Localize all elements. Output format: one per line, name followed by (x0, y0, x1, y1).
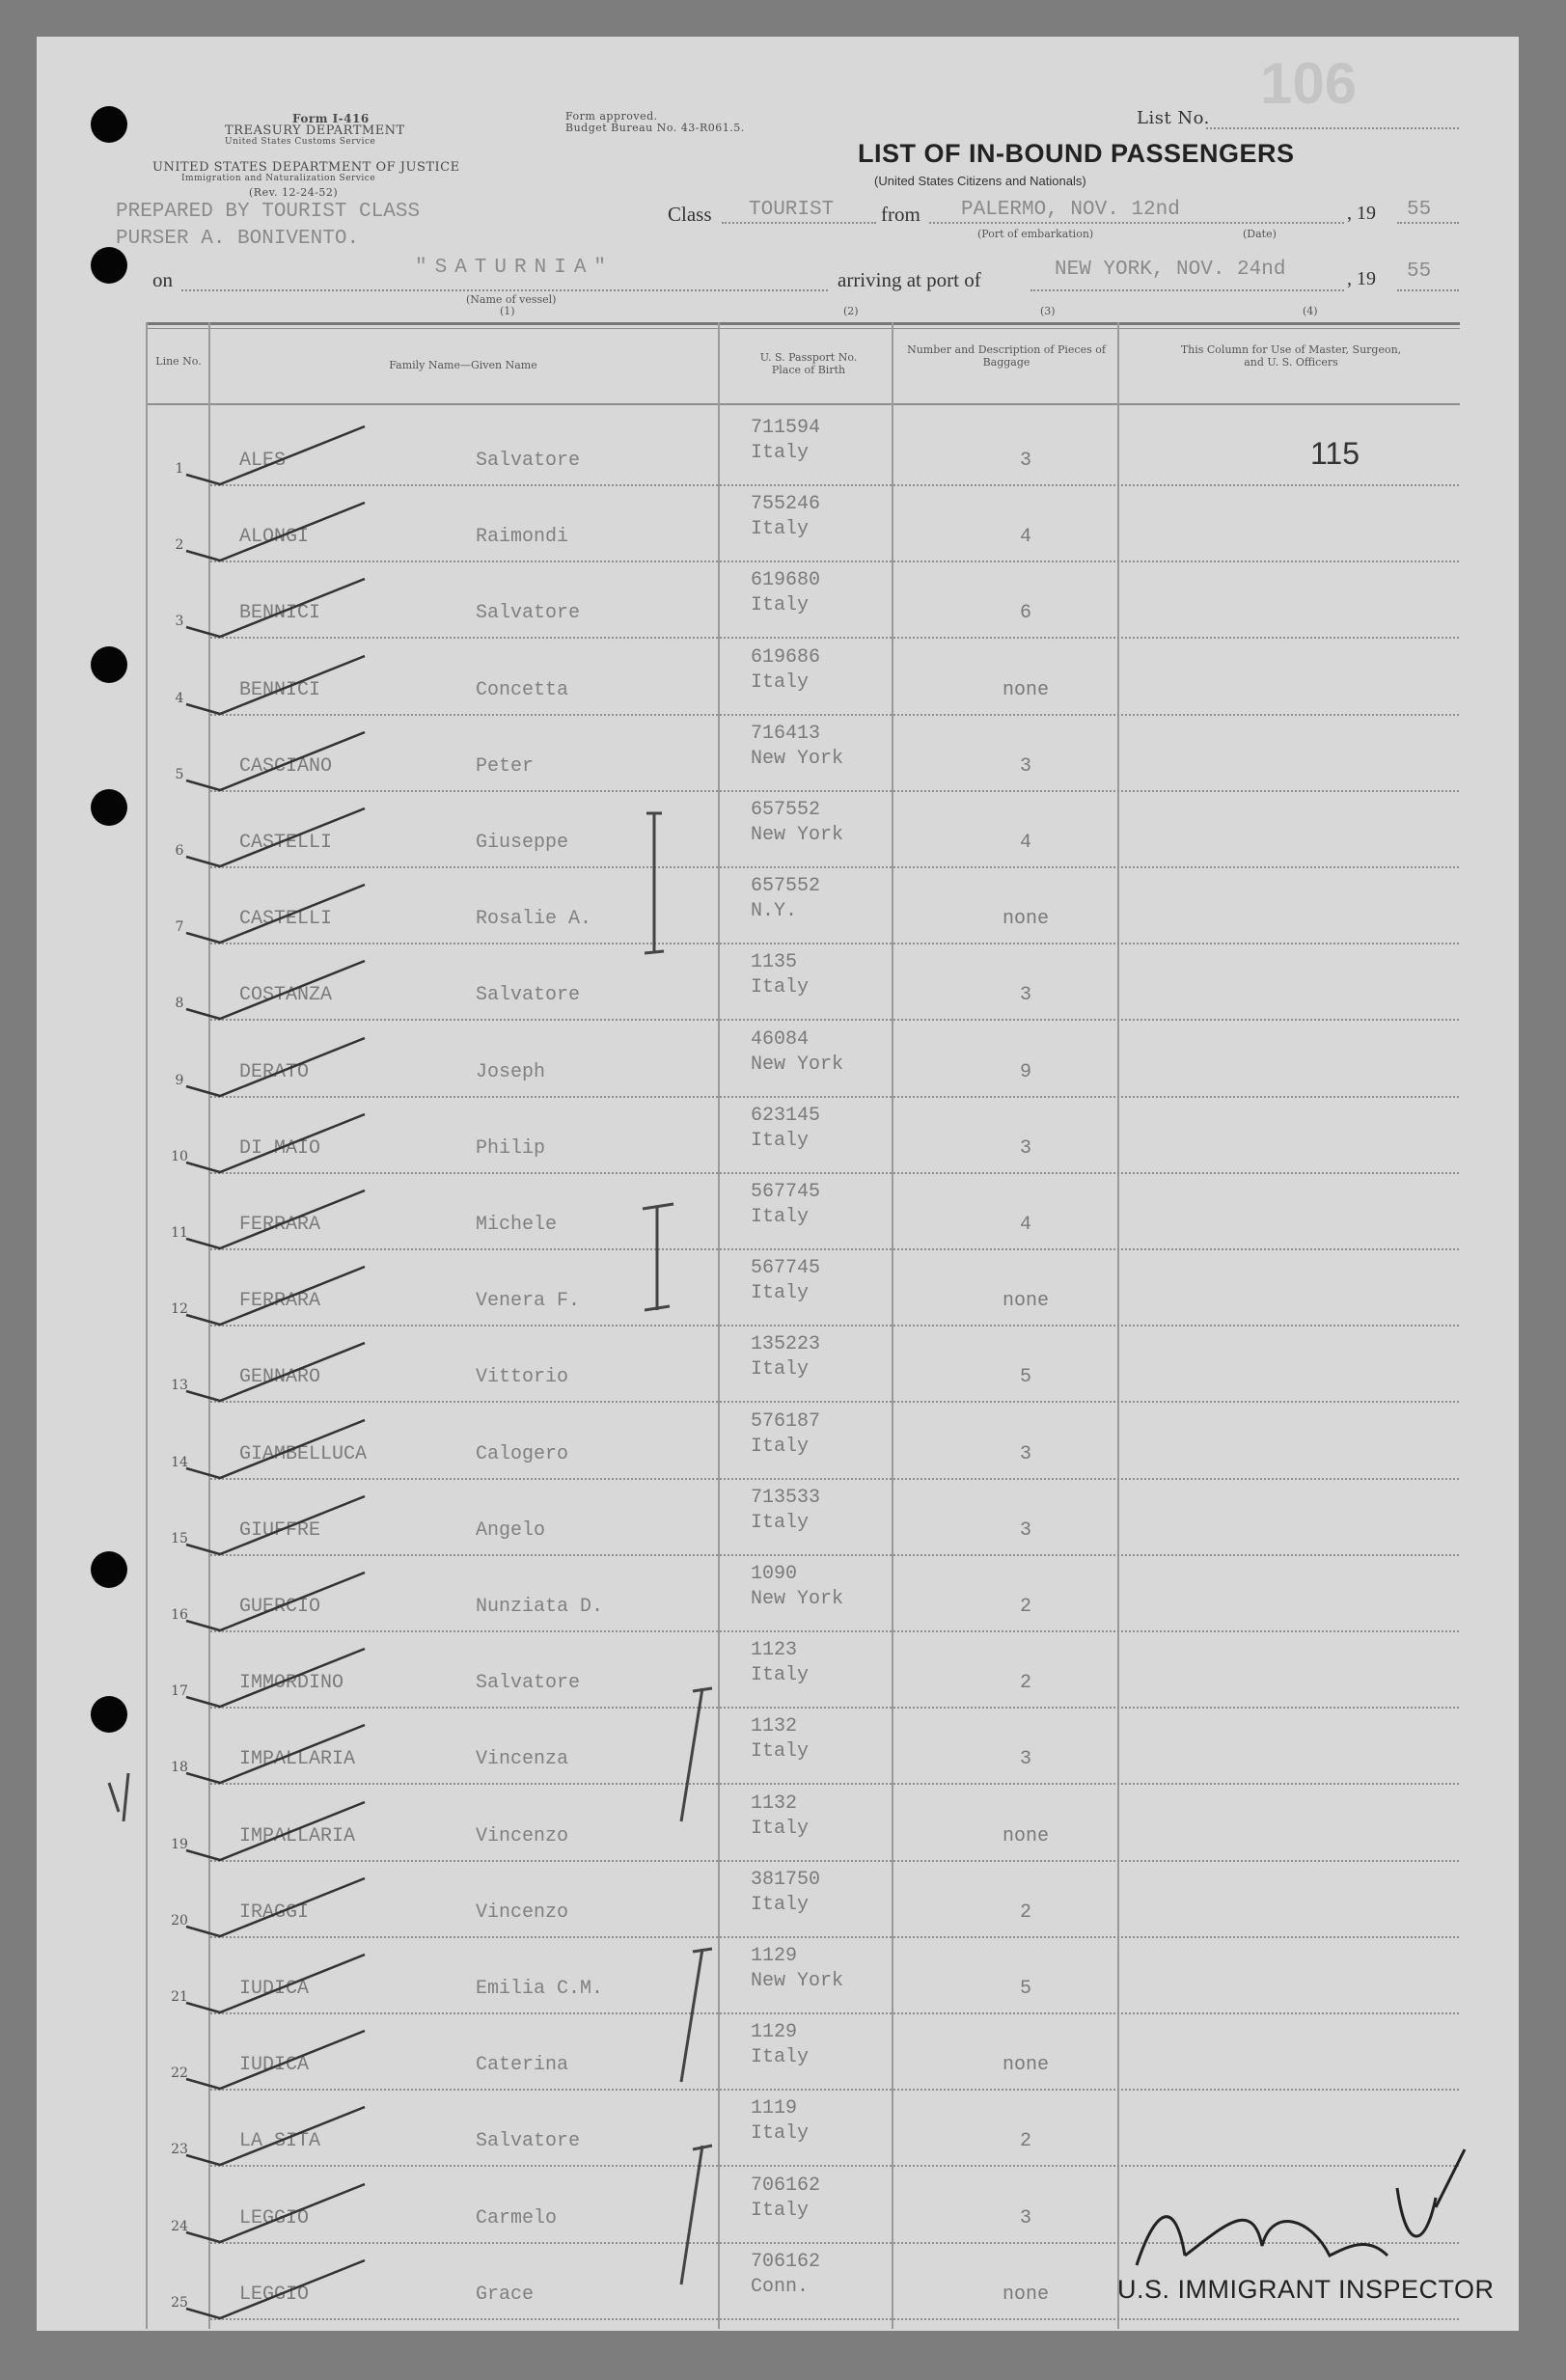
family-name: IUDICA (239, 1978, 310, 2000)
class-value: TOURIST (749, 199, 835, 221)
vessel-caption: (Name of vessel) (466, 293, 557, 306)
dept-treasury-sub: United States Customs Service (225, 137, 376, 147)
family-name: LEGGIO (239, 2283, 310, 2306)
inspector-stamp: U.S. IMMIGRANT INSPECTOR (1117, 2275, 1495, 2304)
form-number: Form I-416 (292, 112, 370, 125)
family-name: ALES (239, 450, 287, 472)
passport-number: 1090 (751, 1563, 798, 1585)
line-number: 1 (175, 461, 184, 477)
given-name: Michele (476, 1214, 558, 1236)
place-of-birth: New York (751, 747, 844, 770)
baggage-count: none (1002, 678, 1049, 701)
passport-number: 567745 (751, 1181, 821, 1203)
line-number: 25 (171, 2294, 188, 2311)
column-header-line: Line No. (155, 355, 202, 368)
family-name: GIUFFRE (239, 1518, 321, 1542)
baggage-count: none (1002, 1290, 1049, 1313)
passport-number: 1119 (751, 2097, 798, 2120)
vessel-name: "SATURNIA" (415, 257, 615, 279)
passport-number: 716413 (751, 722, 821, 745)
place-of-birth: Italy (751, 518, 810, 541)
place-of-birth: Italy (751, 1435, 810, 1458)
line-number: 5 (175, 766, 184, 782)
passport-number: 46084 (751, 1027, 810, 1051)
given-name: Venera F. (476, 1290, 581, 1313)
column-ref-1: (1) (500, 305, 515, 317)
line-number: 10 (171, 1148, 188, 1164)
column-header-passport: U. S. Passport No. Place of Birth (759, 351, 858, 376)
dept-justice-sub: Immigration and Naturalization Service (181, 174, 376, 183)
column-header-baggage: Number and Description of Pieces of Baggage (907, 343, 1106, 369)
given-name: Salvatore (476, 2130, 581, 2153)
line-number: 16 (171, 1607, 188, 1623)
place-of-birth: New York (751, 1588, 844, 1610)
given-name: Grace (476, 2283, 535, 2306)
family-name: IMPALLARIA (239, 1748, 356, 1771)
year-prefix-2: , 19 (1347, 268, 1376, 289)
line-number: 21 (171, 1989, 188, 2005)
given-name: Salvatore (476, 602, 581, 625)
baggage-count: 3 (1019, 2206, 1031, 2230)
class-label: Class (668, 203, 712, 226)
passport-number: 706162 (751, 2174, 821, 2197)
passport-number: 1129 (751, 2021, 798, 2044)
purser-name: PURSER A. BONIVENTO. (116, 228, 360, 250)
passport-number: 576187 (751, 1409, 821, 1433)
place-of-birth: N.Y. (751, 900, 798, 923)
family-name: IUDICA (239, 2054, 310, 2077)
year-prefix: , 19 (1347, 203, 1376, 224)
given-name: Vincenzo (476, 1901, 569, 1924)
baggage-count: 4 (1019, 526, 1031, 549)
baggage-count: 4 (1019, 832, 1031, 854)
given-name: Raimondi (476, 526, 569, 549)
family-name: FERRARA (239, 1214, 321, 1236)
budget-bureau: Budget Bureau No. 43-R061.5. (565, 122, 745, 134)
given-name: Vittorio (476, 1366, 569, 1389)
line-number: 7 (175, 919, 184, 936)
place-of-birth: New York (751, 1053, 844, 1076)
arrival-port-value: NEW YORK, NOV. 24nd (1055, 259, 1286, 281)
given-name: Concetta (476, 678, 569, 701)
line-number: 3 (175, 614, 184, 630)
baggage-count: 2 (1019, 1596, 1031, 1618)
handwritten-marks (37, 37, 1519, 2331)
dept-treasury: TREASURY DEPARTMENT (225, 123, 405, 138)
family-name: CASCIANO (239, 754, 333, 778)
family-name: BENNICI (239, 602, 321, 625)
family-name: LEGGIO (239, 2206, 310, 2230)
given-name: Salvatore (476, 450, 581, 472)
baggage-count: 5 (1019, 1978, 1031, 2000)
place-of-birth: Italy (751, 1358, 810, 1381)
line-number: 12 (171, 1301, 188, 1318)
line-number: 17 (171, 1683, 188, 1700)
passport-number: 619680 (751, 569, 821, 592)
baggage-count: 2 (1019, 1672, 1031, 1695)
embarkation-value: PALERMO, NOV. 12nd (961, 199, 1180, 221)
family-name: GIAMBELLUCA (239, 1442, 368, 1465)
line-number: 23 (171, 2142, 188, 2158)
passport-number: 706162 (751, 2250, 821, 2273)
family-name: DERATO (239, 1060, 310, 1083)
baggage-count: 3 (1019, 1442, 1031, 1465)
family-name: IMPALLARIA (239, 1824, 356, 1847)
line-number: 19 (171, 1836, 188, 1852)
year-value-2: 55 (1407, 260, 1432, 283)
revision-date: (Rev. 12-24-52) (249, 186, 339, 199)
place-of-birth: Italy (751, 1817, 810, 1840)
passport-number: 1123 (751, 1639, 798, 1662)
given-name: Salvatore (476, 984, 581, 1007)
place-of-birth: Italy (751, 442, 810, 464)
baggage-count: 3 (1019, 1518, 1031, 1542)
dept-justice: UNITED STATES DEPARTMENT OF JUSTICE (152, 160, 460, 175)
family-name: LA SITA (239, 2130, 321, 2153)
page-title: LIST OF IN-BOUND PASSENGERS (858, 139, 1295, 168)
form-approved: Form approved. (565, 110, 658, 123)
family-name: BENNICI (239, 678, 321, 701)
passport-number: 623145 (751, 1104, 821, 1127)
line-number: 2 (175, 537, 184, 554)
family-name: CASTELLI (239, 908, 333, 931)
place-of-birth: Italy (751, 976, 810, 999)
line-number: 20 (171, 1912, 188, 1929)
year-value: 55 (1407, 199, 1432, 221)
family-name: CASTELLI (239, 832, 333, 854)
passport-number: 567745 (751, 1257, 821, 1280)
column-header-name: Family Name—Given Name (389, 359, 537, 371)
line-number: 24 (171, 2218, 188, 2234)
baggage-count: none (1002, 908, 1049, 931)
passport-number: 1132 (751, 1715, 798, 1738)
place-of-birth: Italy (751, 1282, 810, 1305)
family-name: COSTANZA (239, 984, 333, 1007)
line-number: 18 (171, 1760, 188, 1776)
line-number: 9 (175, 1072, 184, 1088)
from-label: from (881, 203, 920, 226)
column-header-officers: This Column for Use of Master, Surgeon, and U. S. Officers (1180, 343, 1402, 369)
prepared-by: PREPARED BY TOURIST CLASS (116, 201, 421, 223)
passport-number: 135223 (751, 1333, 821, 1356)
family-name: DI MAIO (239, 1136, 321, 1160)
baggage-count: none (1002, 1824, 1049, 1847)
line-number: 4 (175, 690, 184, 706)
line-number: 22 (171, 2065, 188, 2082)
baggage-count: none (1002, 2283, 1049, 2306)
passport-number: 1135 (751, 951, 798, 974)
baggage-count: 2 (1019, 1901, 1031, 1924)
column-ref-2: (2) (843, 305, 859, 317)
baggage-count: none (1002, 2054, 1049, 2077)
place-of-birth: Italy (751, 2122, 810, 2146)
given-name: Salvatore (476, 1672, 581, 1695)
place-of-birth: Italy (751, 2046, 810, 2069)
passport-number: 755246 (751, 493, 821, 516)
given-name: Angelo (476, 1518, 546, 1542)
given-name: Peter (476, 754, 535, 778)
place-of-birth: Italy (751, 1206, 810, 1228)
passport-number: 713533 (751, 1486, 821, 1509)
family-name: GENNARO (239, 1366, 321, 1389)
line-number: 13 (171, 1378, 188, 1394)
baggage-count: 3 (1019, 754, 1031, 778)
column-ref-3: (3) (1040, 305, 1056, 317)
line-number: 14 (171, 1454, 188, 1470)
line-number: 6 (175, 843, 184, 859)
passport-number: 657552 (751, 875, 821, 898)
given-name: Joseph (476, 1060, 546, 1083)
family-name: IRAGGI (239, 1901, 310, 1924)
passport-number: 619686 (751, 645, 821, 669)
given-name: Rosalie A. (476, 908, 592, 931)
family-name: FERRARA (239, 1290, 321, 1313)
date-caption: (Date) (1243, 228, 1277, 240)
line-number: 15 (171, 1530, 188, 1546)
family-name: ALONGI (239, 526, 310, 549)
family-name: GUERCIO (239, 1596, 321, 1618)
document-page (37, 37, 1519, 2331)
place-of-birth: Italy (751, 594, 810, 617)
given-name: Emilia C.M. (476, 1978, 604, 2000)
officer-note: 115 (1310, 436, 1360, 471)
place-of-birth: New York (751, 824, 844, 846)
passport-number: 657552 (751, 799, 821, 821)
given-name: Carmelo (476, 2206, 558, 2230)
baggage-count: 3 (1019, 984, 1031, 1007)
given-name: Giuseppe (476, 832, 569, 854)
column-ref-4: (4) (1303, 305, 1318, 317)
baggage-count: 3 (1019, 1748, 1031, 1771)
passport-number: 381750 (751, 1868, 821, 1891)
line-number: 11 (171, 1225, 188, 1241)
given-name: Vincenza (476, 1748, 569, 1771)
place-of-birth: Italy (751, 1129, 810, 1152)
place-of-birth: Italy (751, 1740, 810, 1764)
on-label: on (152, 268, 173, 291)
baggage-count: 2 (1019, 2130, 1031, 2153)
place-of-birth: Italy (751, 1511, 810, 1534)
baggage-count: 6 (1019, 602, 1031, 625)
baggage-count: 4 (1019, 1214, 1031, 1236)
place-of-birth: Italy (751, 1664, 810, 1687)
family-name: IMMORDINO (239, 1672, 344, 1695)
page-subtitle: (United States Citizens and Nationals) (874, 174, 1086, 188)
port-caption: (Port of embarkation) (977, 228, 1094, 240)
baggage-count: 3 (1019, 450, 1031, 472)
passport-number: 1129 (751, 1945, 798, 1967)
place-of-birth: Conn. (751, 2275, 810, 2298)
list-no-label: List No. (1137, 108, 1210, 128)
place-of-birth: Italy (751, 2199, 810, 2222)
line-number: 8 (175, 996, 184, 1012)
passport-number: 1132 (751, 1792, 798, 1815)
given-name: Vincenzo (476, 1824, 569, 1847)
arriving-label: arriving at port of (838, 268, 981, 291)
passport-number: 711594 (751, 417, 821, 439)
place-of-birth: New York (751, 1970, 844, 1992)
place-of-birth: Italy (751, 1893, 810, 1916)
baggage-count: 5 (1019, 1366, 1031, 1389)
inspector-signature (1117, 2140, 1503, 2294)
given-name: Philip (476, 1136, 546, 1160)
given-name: Caterina (476, 2054, 569, 2077)
place-of-birth: Italy (751, 670, 810, 694)
baggage-count: 9 (1019, 1060, 1031, 1083)
given-name: Nunziata D. (476, 1596, 604, 1618)
list-no-value: 106 (1260, 51, 1358, 116)
given-name: Calogero (476, 1442, 569, 1465)
baggage-count: 3 (1019, 1136, 1031, 1160)
